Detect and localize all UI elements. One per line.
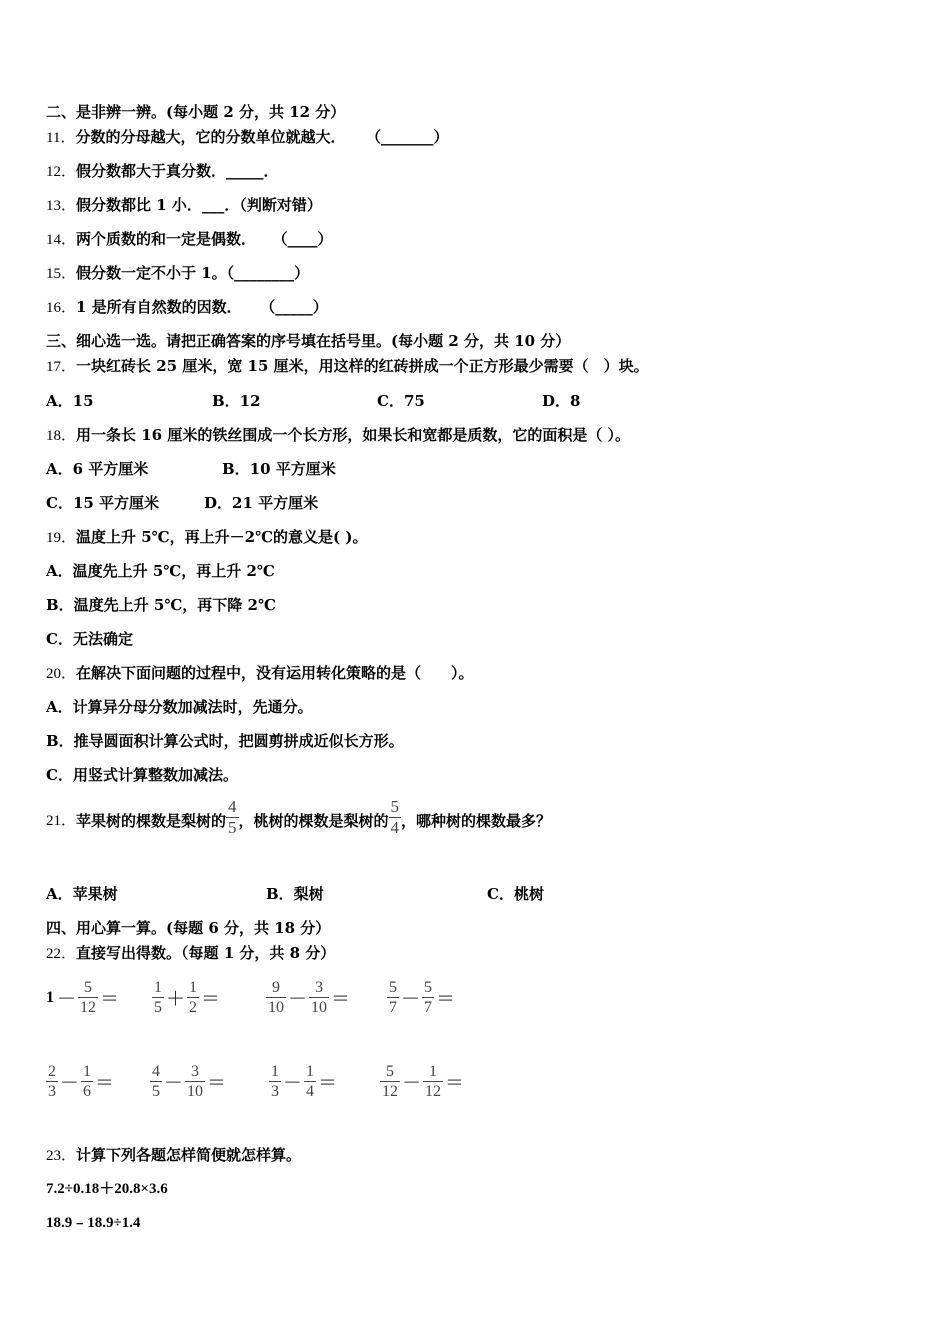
question-number: 20． xyxy=(46,666,77,682)
question-20 xyxy=(46,663,474,684)
question-text-part3: ，哪种树的棵数最多？ xyxy=(401,812,552,830)
fraction-five-fourths: $\frac{5}{4}$ xyxy=(390,796,400,837)
option-b[interactable]: B．推导圆面积计算公式时，把圆剪拼成近似长方形。 xyxy=(46,732,404,750)
question-11 xyxy=(46,127,448,148)
option-c[interactable]: C．桃树 xyxy=(487,885,544,903)
answer-blank[interactable]: （_______） xyxy=(373,128,449,146)
question-number: 22． xyxy=(46,946,77,962)
expression-4: $\frac{5}{7}$ － $\frac{5}{7}$ ＝ xyxy=(389,979,456,1016)
answer-blank[interactable]: （_____） xyxy=(267,298,328,316)
section-2-title: 二、是非辨一辨。(每小题 2 分，共 12 分） xyxy=(46,103,346,121)
option-d[interactable]: D．8 xyxy=(542,392,581,410)
question-23 xyxy=(46,1145,301,1166)
option-a[interactable]: A．6 平方厘米 xyxy=(46,460,149,478)
option-c[interactable]: C．75 xyxy=(377,392,425,410)
option-b[interactable]: B．12 xyxy=(212,392,261,410)
expression-5: $\frac{2}{3}$ － $\frac{1}{6}$ ＝ xyxy=(48,1063,115,1100)
question-text: 用一条长 16 厘米的铁丝围成一个长方形，如果长和宽都是质数，它的面积是（ ）。 xyxy=(76,426,631,444)
question-text: 在解决下面问题的过程中，没有运用转化策略的是（ ）。 xyxy=(76,664,474,682)
question-text: 直接写出得数。（每题 1 分，共 8 分） xyxy=(76,944,336,962)
question-text: 假分数都大于真分数．_____． xyxy=(76,162,279,180)
option-b[interactable]: B．温度先上升 5℃，再下降 2℃ xyxy=(46,596,276,614)
question-number: 19． xyxy=(46,530,77,546)
option-a[interactable]: A．15 xyxy=(46,392,94,410)
question-number: 15． xyxy=(46,266,77,282)
expression-2: $\frac{1}{5}$ ＋ $\frac{1}{2}$ ＝ xyxy=(154,979,221,1016)
option-a[interactable]: A．温度先上升 5℃，再上升 2℃ xyxy=(46,562,275,580)
question-18 xyxy=(46,425,630,446)
option-c[interactable]: C．用竖式计算整数加减法。 xyxy=(46,766,238,784)
question-number: 11． xyxy=(46,130,76,146)
question-15 xyxy=(46,263,309,284)
option-a[interactable]: A．计算异分母分数加减法时，先通分。 xyxy=(46,698,313,716)
question-16 xyxy=(46,297,328,318)
question-12 xyxy=(46,161,279,182)
section-3-title: 三、细心选一选。请把正确答案的序号填在括号里。(每小题 2 分，共 10 分） xyxy=(46,332,571,350)
option-c[interactable]: C．无法确定 xyxy=(46,630,133,648)
calc-expression-1: 7.2÷0.18＋20.8×3.6 xyxy=(46,1181,168,1197)
calc-expression-2: 18.9﹣18.9÷1.4 xyxy=(46,1215,141,1231)
question-13 xyxy=(46,195,322,216)
expression-3: $\frac{9}{10}$ － $\frac{3}{10}$ ＝ xyxy=(268,979,351,1016)
question-text: 1 是所有自然数的因数． xyxy=(76,298,242,316)
question-number: 17． xyxy=(46,359,77,375)
expression-8: $\frac{5}{12}$ － $\frac{1}{12}$ ＝ xyxy=(382,1063,465,1100)
question-14 xyxy=(46,229,333,250)
expression-1: 1 － $\frac{5}{12}$ ＝ xyxy=(46,979,120,1016)
question-text: 分数的分母越大，它的分数单位就越大． xyxy=(75,128,346,146)
question-text: 两个质数的和一定是偶数． xyxy=(76,230,257,248)
question-number: 13． xyxy=(46,198,77,214)
fraction-four-fifths: $\frac{4}{5}$ xyxy=(228,796,237,837)
question-text-part2: ，桃树的棵数是梨树的 xyxy=(238,812,389,830)
answer-blank[interactable]: （____） xyxy=(280,230,333,248)
question-text: 假分数都比 1 小．___．（判断对错） xyxy=(76,196,322,214)
option-b[interactable]: B．10 平方厘米 xyxy=(222,460,336,478)
expression-6: $\frac{4}{5}$ － $\frac{3}{10}$ ＝ xyxy=(152,1063,227,1100)
section-4-title: 四、用心算一算。(每题 6 分，共 18 分） xyxy=(46,919,331,937)
question-21 xyxy=(46,796,552,842)
expression-7: $\frac{1}{3}$ － $\frac{1}{4}$ ＝ xyxy=(271,1063,338,1100)
question-19 xyxy=(46,527,367,548)
option-a[interactable]: A．苹果树 xyxy=(46,885,118,903)
option-b[interactable]: B．梨树 xyxy=(266,885,324,903)
question-text: 一块红砖长 25 厘米，宽 15 厘米，用这样的红砖拼成一个正方形最少需要（ ）块。 xyxy=(76,357,649,375)
question-22 xyxy=(46,943,335,964)
option-c[interactable]: C．15 平方厘米 xyxy=(46,494,160,512)
question-17 xyxy=(46,356,649,377)
question-number: 12． xyxy=(46,164,77,180)
question-text-part1: 苹果树的棵数是梨树的 xyxy=(76,812,227,830)
question-text: 计算下列各题怎样简便就怎样算。 xyxy=(76,1146,302,1164)
question-number: 21． xyxy=(46,813,77,829)
option-d[interactable]: D．21 平方厘米 xyxy=(204,494,319,512)
question-number: 14． xyxy=(46,232,77,248)
question-number: 16． xyxy=(46,300,77,316)
question-number: 18． xyxy=(46,428,77,444)
question-text: 温度上升 5℃，再上升－2℃的意义是( )。 xyxy=(76,528,368,546)
question-number: 23． xyxy=(46,1148,77,1164)
question-text: 假分数一定不小于 1。（________） xyxy=(76,264,310,282)
